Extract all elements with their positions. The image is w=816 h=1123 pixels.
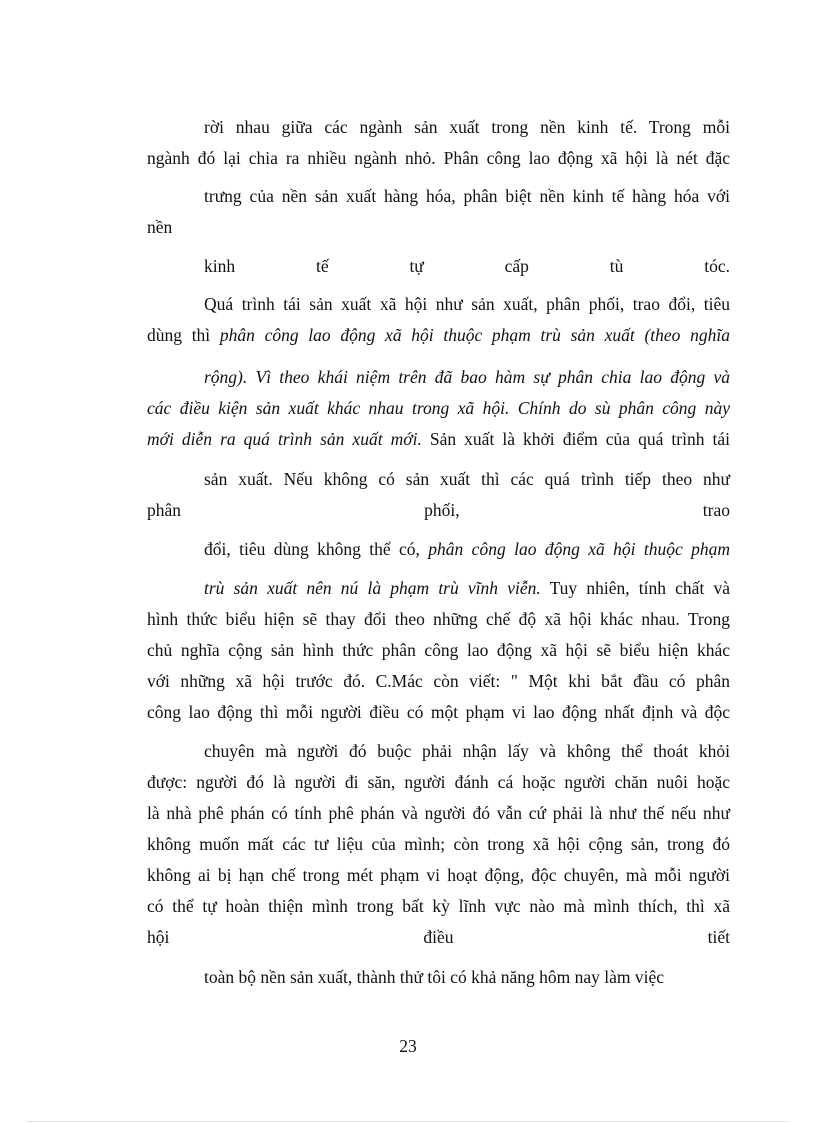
text-line (147, 924, 730, 950)
text-line (147, 637, 730, 663)
text-span: ngành đó lại chia ra nhiều ngành nhỏ. Phân công lao động xã hội là nét đặc (147, 148, 730, 168)
text-line (147, 831, 730, 857)
italic-span: phân công lao động xã hội thuộc phạm (428, 539, 730, 559)
text-line (147, 668, 730, 694)
text-span: Tuy nhiên, tính chất và (540, 578, 731, 598)
text-line (204, 114, 730, 140)
text-line (147, 497, 730, 523)
text-span: dùng thì (147, 325, 220, 345)
text-line (147, 426, 730, 452)
text-span: nền (147, 217, 173, 237)
text-span: công lao động thì mỗi người điều có một phạm vi lao động nhất định và độc (147, 702, 730, 722)
text-span: hình thức biểu hiện sẽ thay đổi theo những chế độ xã hội khác nhau. Trong (147, 609, 730, 629)
text-line (204, 364, 730, 390)
text-span: không ai bị hạn chế trong mét phạm vi hoạt động, độc chuyên, mà mỗi người (147, 865, 730, 885)
text-span: Sản xuất là khởi điểm của quá trình tái (421, 429, 730, 449)
text-span: không muốn mất các tư liệu của mình; còn trong xã hội cộng sản, trong đó (147, 834, 730, 854)
text-line (204, 738, 730, 764)
text-line (204, 466, 730, 492)
text-line (204, 536, 730, 562)
text-line (147, 606, 730, 632)
text-span: toàn bộ nền sản xuất, thành thử tôi có khả năng hôm nay làm việc (204, 967, 664, 987)
text-line (147, 862, 730, 888)
text-span: có thể tự hoàn thiện mình trong bất kỳ lĩnh vực nào mà mình thích, thì xã (147, 896, 730, 916)
text-span: chuyên mà người đó buộc phải nhận lấy và không thể thoát khỏi (204, 741, 730, 761)
text-line (204, 183, 730, 209)
text-line (204, 575, 730, 601)
text-span: chủ nghĩa cộng sản hình thức phân công lao động xã hội sẽ biểu hiện khác (147, 640, 730, 660)
text-line (147, 145, 730, 171)
text-span: kinh tế tự cấp tù tóc. (204, 256, 730, 276)
text-line (147, 893, 730, 919)
text-line (147, 214, 730, 240)
page-bottom-divider (28, 1121, 788, 1122)
text-line (204, 291, 730, 317)
italic-span: phân công lao động xã hội thuộc phạm trù sản xuất (theo nghĩa (219, 325, 730, 345)
text-span: sản xuất. Nếu không có sản xuất thì các quá trình tiếp theo như (204, 469, 730, 489)
text-span: rời nhau giữa các ngành sản xuất trong nền kinh tế. Trong mỗi (204, 117, 730, 137)
italic-span: rộng). Vì theo khái niệm trên đã bao hàm sự phân chia lao động và (204, 367, 730, 387)
text-line (147, 800, 730, 826)
text-line (204, 964, 730, 990)
text-line (147, 322, 730, 348)
text-span: phân phối, trao (147, 500, 730, 520)
italic-span: trù sản xuất nên nú là phạm trù vĩnh viễn. (204, 578, 541, 598)
text-span: Quá trình tái sản xuất xã hội như sản xuất, phân phối, trao đổi, tiêu (204, 294, 730, 314)
text-span: với những xã hội trước đó. C.Mác còn viết: " Một khi bắt đầu có phân (147, 671, 730, 691)
text-line (147, 395, 730, 421)
text-line (204, 253, 730, 279)
text-line (147, 769, 730, 795)
text-span: đổi, tiêu dùng không thể có, (204, 539, 429, 559)
text-span: được: người đó là người đi săn, người đánh cá hoặc người chăn nuôi hoặc (147, 772, 730, 792)
page-number: 23 (399, 1036, 417, 1056)
text-line (147, 699, 730, 725)
text-span: hội điều tiết (147, 927, 730, 947)
italic-span: các điều kiện sản xuất khác nhau trong xã hội. Chính do sù phân công này (147, 398, 730, 418)
text-span: trưng của nền sản xuất hàng hóa, phân biệt nền kinh tế hàng hóa với (204, 186, 730, 206)
text-span: là nhà phê phán có tính phê phán và người đó vẫn cứ phải là như thế nếu như (147, 803, 730, 823)
italic-span: mới diễn ra quá trình sản xuất mới. (147, 429, 422, 449)
